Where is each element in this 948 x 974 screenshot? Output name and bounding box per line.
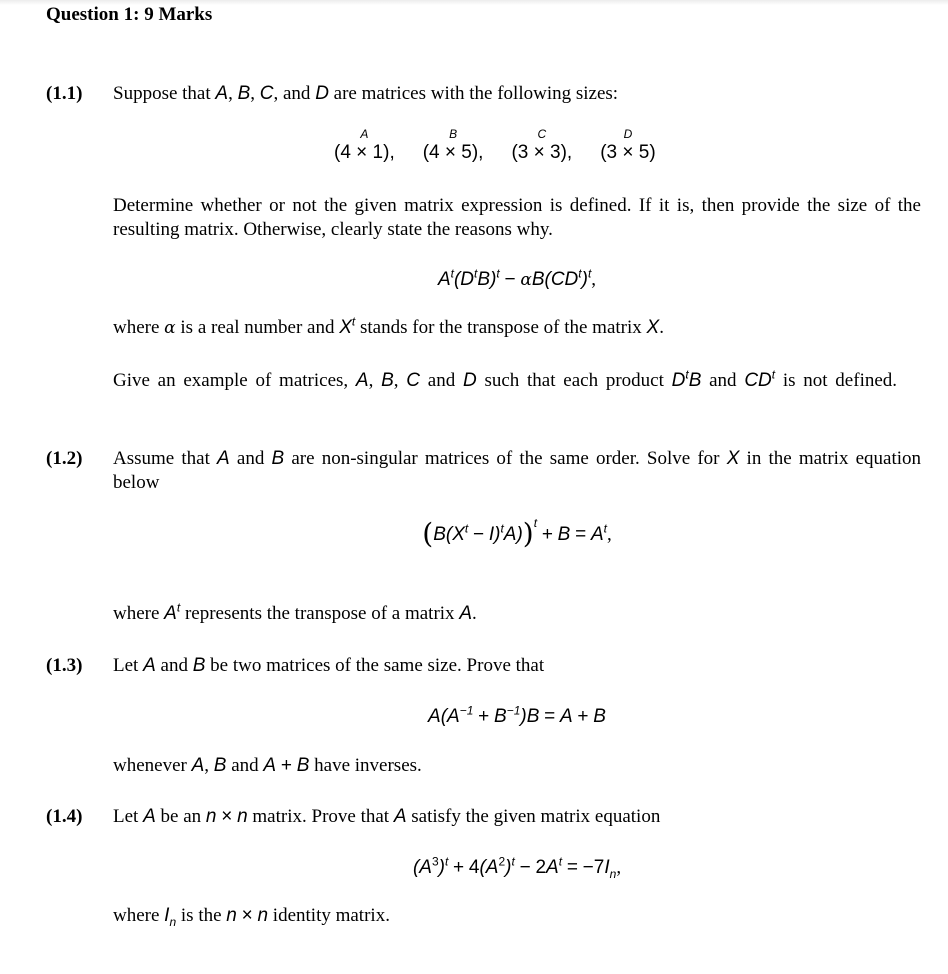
- q1-2-text: Assume that A and B are non-singular matrices of the same order. Solve for X in the matrix equation below: [113, 448, 922, 493]
- q1-1-expression: $A^t(D^tB)^t - \alpha B(CD^t)^t$,: [437, 266, 597, 290]
- q1-3-text: Let A and B be two matrices of the same size. Prove that: [113, 655, 545, 676]
- q1-3-equation: $A(A^{-1} + B^{-1})B = A + B$: [428, 703, 606, 727]
- marks-label: 9 Marks: [144, 4, 213, 25]
- part-label-1-1: (1.1): [46, 83, 83, 104]
- size-B: B (4 × 5),: [422, 127, 484, 163]
- q1-2-equation: $(B(X^t - I)^tA))^t + B = A^t$,: [422, 515, 612, 550]
- q1-1-example: Give an example of matrices, A, B, C and D such that each product $D^tB$ and $CD^t$ is not defined.: [113, 367, 898, 391]
- q1-3-whenever: whenever A, B and A + B have inverses.: [113, 755, 422, 776]
- part-label-1-4: (1.4): [46, 806, 83, 827]
- size-C: C (3 × 3),: [511, 127, 573, 163]
- q1-4-where: where $I_n$ is the n × n identity matrix.: [113, 905, 390, 929]
- q1-1-instruction: Determine whether or not the given matrix expression is defined. If it is, then provide the size of the resulting matrix. Otherwise, clearly state the reasons why.: [113, 195, 921, 240]
- size-D: D (3 × 5): [600, 127, 656, 163]
- part-label-1-2: (1.2): [46, 448, 83, 469]
- part-label-1-3: (1.3): [46, 655, 83, 676]
- matrix-sizes: [334, 128, 656, 164]
- q1-4-text: Let A be an n × n matrix. Prove that A satisfy the given matrix equation: [113, 806, 661, 827]
- question-title: Question 1: 9 Marks: [46, 4, 213, 25]
- q1-1-where: where α is a real number and $X^t$ stands for the transpose of the matrix X.: [113, 314, 664, 338]
- q1-1-intro: Suppose that A, B, C, and D are matrices with the following sizes:: [113, 83, 619, 104]
- q1-2-where: where $A^t$ represents the transpose of a matrix A.: [113, 600, 477, 624]
- question-label: Question 1: [46, 4, 134, 25]
- q1-4-equation: $(A^3)^t + 4(A^2)^t - 2A^t = -7I_n$,: [412, 854, 622, 881]
- size-A: A (4 × 1),: [334, 127, 395, 163]
